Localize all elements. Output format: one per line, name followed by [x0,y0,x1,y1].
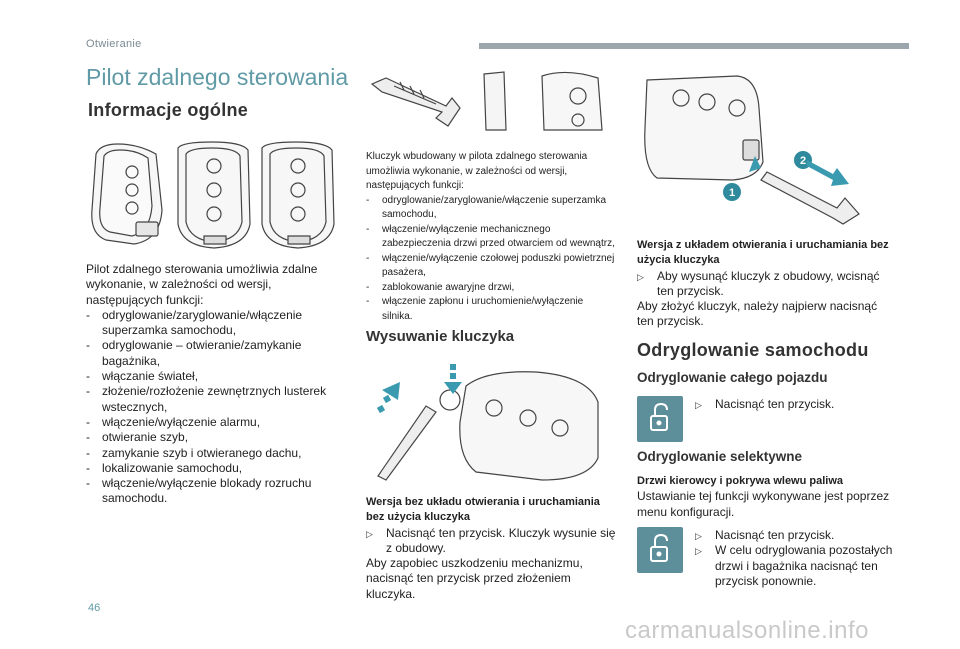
general-list [86,308,336,507]
header-bar [479,43,909,49]
key-extend-heading: Wysuwanie kluczyka [366,328,515,345]
page-title: Pilot zdalnego sterowania [86,64,349,90]
list-item: - włączenie/wyłączenie czołowej poduszki powietrznej pasażera, [366,252,616,281]
watermark: carmanualsonline.info [625,617,869,644]
unlock-icon [637,527,683,573]
instruction-step: ▷ Nacisnąć ten przycisk. [695,528,900,543]
list-item: - włączanie świateł, [86,369,336,384]
selective-text: Ustawianie tej funkcji wykonywane jest poprzez menu konfiguracji. [637,489,890,519]
key-extend-illustration [366,362,606,488]
list-item: - lokalizowanie samochodu, [86,461,336,476]
keyless-key-illustration [637,68,887,228]
list-item: - zamykanie szyb i otwieranego dachu, [86,446,336,461]
list-item: - włączenie zapłonu i uruchomienie/wyłączenie silnika. [366,295,616,324]
list-item: - odryglowanie/zaryglowanie/włączenie superzamka samochodu, [86,308,336,339]
badge-2: 2 [799,155,807,167]
key-intro: Kluczyk wbudowany w pilota zdalnego sterowania umożliwia wykonanie, w zależności od wersji, następujących funkcji: [366,151,588,191]
list-item: - złożenie/rozłożenie zewnętrznych lusterek wstecznych, [86,384,336,415]
unlock-whole-steps [695,397,895,412]
remote-keys-illustration [86,140,344,252]
folded-key-illustration [366,68,606,140]
key-extend-note: Aby zapobiec uszkodzeniu mechanizmu, nacisnąć ten przycisk przed złożeniem kluczyka. [366,556,583,601]
selective-subheading: Drzwi kierowcy i pokrywa wlewu paliwa [637,475,844,487]
list-item: - odryglowanie/zaryglowanie/włączenie superzamka samochodu, [366,194,616,223]
unlock-selective-heading: Odryglowanie selektywne [637,449,803,464]
keyless-steps [637,269,897,300]
instruction-step: ▷ Aby wysunąć kluczyk z obudowy, wcisnąć ten przycisk. [637,269,897,300]
unlock-icon [637,396,683,442]
key-extend-steps [366,526,616,557]
unlock-whole-heading: Odryglowanie całego pojazdu [637,370,828,385]
key-functions-list [366,194,616,325]
list-item: - otwieranie szyb, [86,430,336,445]
instruction-step: ▷ Nacisnąć ten przycisk. Kluczyk wysunie się z obudowy. [366,526,616,557]
section-header: Otwieranie [86,38,142,50]
list-item: - odryglowanie – otwieranie/zamykanie bagażnika, [86,338,336,369]
page-number: 46 [88,602,101,614]
general-intro: Pilot zdalnego sterowania umożliwia zdalne wykonanie, w zależności od wersji, następujących funkcji: [86,262,318,307]
unlock-selective-steps [695,528,900,589]
list-item: - zablokowanie awaryjne drzwi, [366,281,616,296]
instruction-step: ▷ W celu odryglowania pozostałych drzwi i bagażnika nacisnąć ten przycisk ponownie. [695,543,900,589]
list-item: - włączenie/wyłączenie alarmu, [86,415,336,430]
unlocking-heading: Odryglowanie samochodu [637,340,869,360]
no-keyless-version-title: Wersja bez układu otwierania i uruchamiania bez użycia kluczyka [366,496,600,524]
general-heading: Informacje ogólne [88,100,249,120]
list-item: - włączenie/wyłączenie mechanicznego zabezpieczenia drzwi przed otwarciem od wewnątrz, [366,223,616,252]
badge-1: 1 [728,187,736,199]
instruction-step: ▷ Nacisnąć ten przycisk. [695,397,895,412]
keyless-version-title: Wersja z układem otwierania i uruchamiania bez użycia kluczyka [637,239,889,267]
list-item: - włączenie/wyłączenie blokady rozruchu samochodu. [86,476,336,507]
keyless-note: Aby złożyć kluczyk, należy najpierw nacisnąć ten przycisk. [637,299,878,329]
